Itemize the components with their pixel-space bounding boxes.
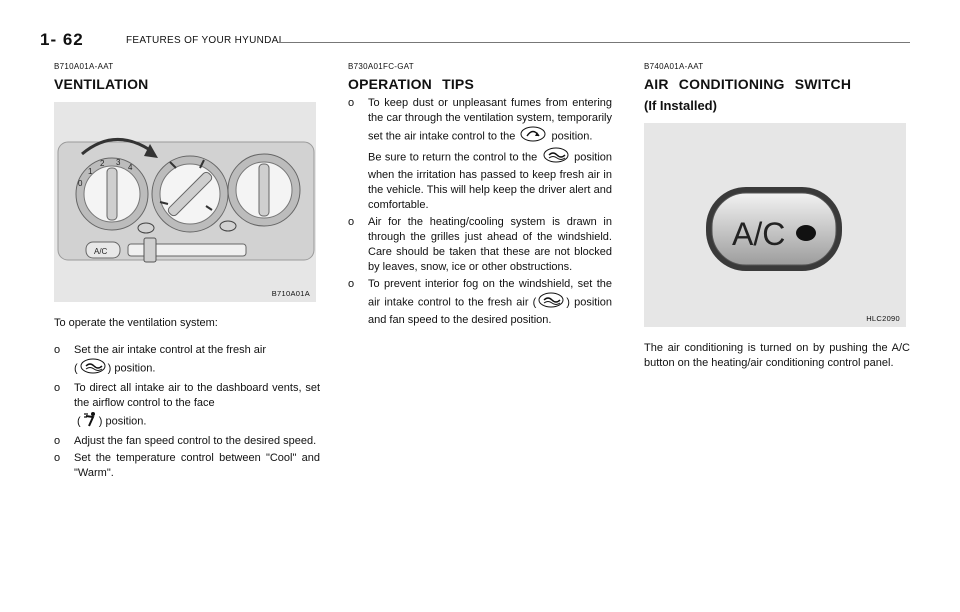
control-panel-illustration <box>54 102 316 302</box>
control-panel-figure <box>54 102 316 302</box>
svg-text:4: 4 <box>128 163 133 172</box>
temperature-knob <box>228 154 300 226</box>
ac-button-text: A/C <box>732 216 786 252</box>
header-rule <box>278 42 910 43</box>
ac-indicator-dot <box>796 225 816 241</box>
ac-panel-label: A/C <box>94 247 108 256</box>
section-code: B710A01A-AAT <box>54 62 114 71</box>
ac-switch-section <box>644 60 910 371</box>
svg-text:2: 2 <box>100 159 105 168</box>
intake-slider-handle <box>144 238 156 262</box>
ventilation-section <box>54 60 320 483</box>
list-item: o To prevent interior fog on the windshield, set the air intake control to the fresh air ( ) position and fan speed to the desired position. <box>348 278 613 326</box>
ac-description: The air conditioning is turned on by pushing the A/C button on the heating/air conditioning control panel. <box>644 342 910 369</box>
face-airflow-icon <box>83 411 97 432</box>
section-heading: VENTILATION <box>54 76 149 92</box>
list-item: o To keep dust or unpleasant fumes from entering the car through the ventilation system, temporarily set the air intake control to the position. Be sure to return the control to the position when the irritation has passed to keep fresh air in the vehicle. This will help keep the driver alert and comfortable. <box>348 97 613 211</box>
ac-button-illustration <box>644 123 906 327</box>
fresh-air-icon <box>538 292 564 313</box>
list-item: o Set the air intake control at the fresh air ( ) position. <box>54 343 320 379</box>
tips-list <box>348 96 612 328</box>
section-code: B730A01FC-GAT <box>348 62 414 71</box>
ac-button-figure <box>644 123 906 327</box>
page-number: 1- 62 <box>40 30 84 49</box>
list-item: o Adjust the fan speed control to the desired speed. <box>54 435 317 447</box>
fan-speed-knob <box>76 158 148 230</box>
header-title: FEATURES OF YOUR HYUNDAI <box>126 35 282 46</box>
section-heading: OPERATION TIPS <box>348 76 474 92</box>
page-header <box>40 30 910 54</box>
svg-text:1: 1 <box>88 167 93 176</box>
ventilation-steps <box>54 343 320 481</box>
airflow-mode-knob <box>152 156 228 232</box>
intro-text: To operate the ventilation system: <box>54 317 218 329</box>
svg-text:0: 0 <box>78 179 83 188</box>
list-item: o Set the temperature control between "Cool" and "Warm". <box>54 452 320 479</box>
figure-label: HLC2090 <box>866 314 900 323</box>
svg-text:3: 3 <box>116 158 121 167</box>
fresh-air-icon <box>80 358 106 379</box>
list-item: o Air for the heating/cooling system is drawn in through the grilles just ahead of the windshield. Care should be taken that these are not blocked by leaves, snow, ice or other obstructions. <box>348 216 612 273</box>
fresh-air-icon <box>543 147 569 168</box>
figure-label: B710A01A <box>271 289 310 298</box>
section-heading: AIR CONDITIONING SWITCH <box>644 76 852 92</box>
section-code: B740A01A-AAT <box>644 62 704 71</box>
recirculation-icon <box>520 126 546 147</box>
operation-tips-section <box>348 60 612 330</box>
list-item: o To direct all intake air to the dashboard vents, set the airflow control to the face ( ) position. <box>54 381 320 432</box>
section-subheading: (If Installed) <box>644 98 717 113</box>
